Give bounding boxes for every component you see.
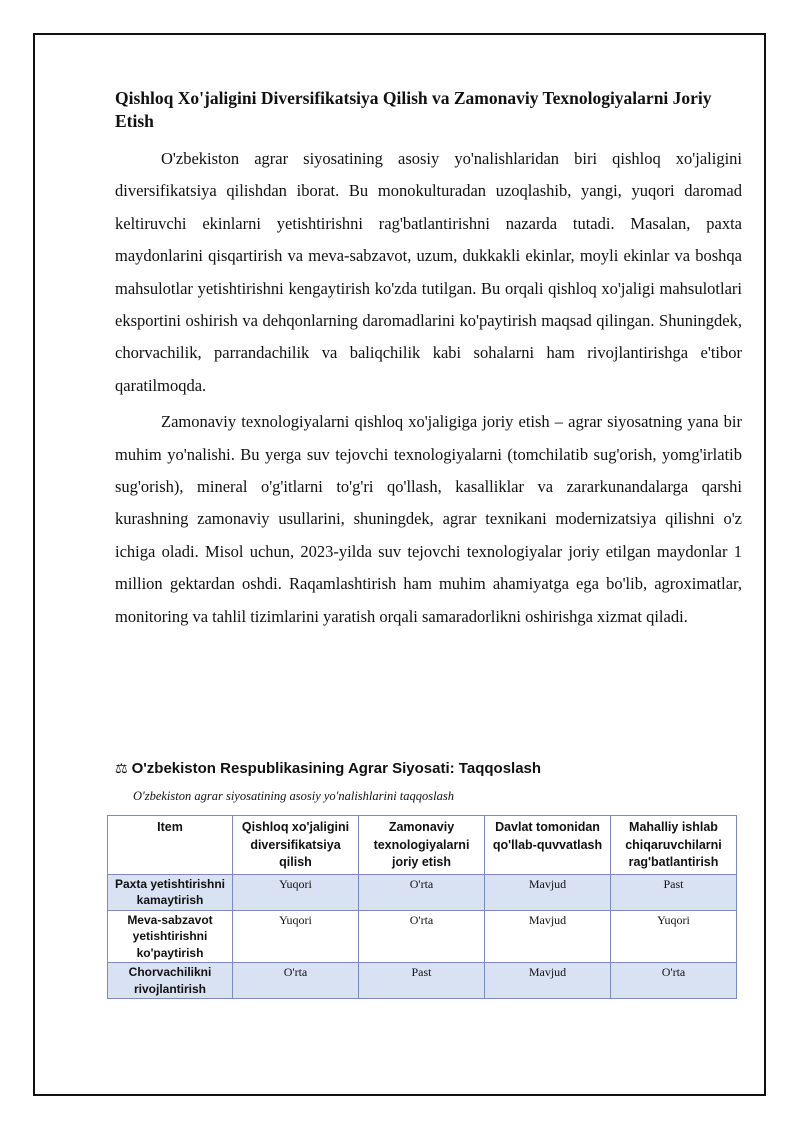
comparison-table xyxy=(107,815,737,999)
table-title xyxy=(115,760,541,777)
table-cell: O'rta xyxy=(611,963,737,999)
table-cell: O'rta xyxy=(233,963,359,999)
table-header-row xyxy=(108,816,737,875)
table-cell: O'rta xyxy=(359,874,485,910)
table-row xyxy=(108,874,737,910)
table-cell: Past xyxy=(359,963,485,999)
row-header: Meva-sabzavot yetishtirishni ko'paytirish xyxy=(108,910,233,963)
table-cell: Mavjud xyxy=(485,963,611,999)
table-row xyxy=(108,963,737,999)
table-cell: Yuqori xyxy=(611,910,737,963)
table-caption: O'zbekiston agrar siyosatining asosiy yo'nalishlarini taqqoslash xyxy=(133,789,454,803)
scales-icon: ⚖ xyxy=(115,761,128,777)
paragraph-diversification: O'zbekiston agrar siyosatining asosiy yo'nalishlaridan biri qishloq xo'jaligini diversifikatsiya qilishdan iborat. Bu monokulturadan uzoqlashib, yangi, yuqori daromad keltiruvchi ekinlarni yetishtirishni rag'batlantirishni nazarda tutadi. Masalan, paxta maydonlarini qisqartirish va meva-sabzavot, uzum, dukkakli ekinlar, moyli ekinlar va boshqa mahsulotlar yetishtirishni kengaytirish ko'zda tutilgan. Bu orqali qishloq xo'jaligi mahsulotlari eksportini oshirish va dehqonlarning daromadlarini ko'paytirish maqsad qilingan. Shuningdek, chorvachilik, parrandachilik va baliqchilik kabi sohalarni ham rivojlantirishga e'tibor qaratilmoqda. xyxy=(115,149,742,395)
row-header: Chorvachilikni rivojlantirish xyxy=(108,963,233,999)
table-cell: Past xyxy=(611,874,737,910)
column-header: Davlat tomonidan qo'llab-quvvatlash xyxy=(485,816,611,875)
table-cell: Mavjud xyxy=(485,874,611,910)
paragraph-technologies: Zamonaviy texnologiyalarni qishloq xo'jaligiga joriy etish – agrar siyosatning yana bir muhim yo'nalishi. Bu yerga suv tejovchi texnologiyalarni (tomchilatib sug'orish, yomg'irlatib sug'orish), mineral o'g'itlarni to'g'ri qo'llash, kasalliklar va zararkunandalarga qarshi kurashning zamonaviy usullarini, shuningdek, agrar texnikani modernizatsiya qilishni o'z ichiga oladi. Misol uchun, 2023-yilda suv tejovchi texnologiyalar joriy etilgan maydonlar 1 million gektardan oshdi. Raqamlashtirish ham muhim ahamiyatga ega bo'lib, agroximatlar, monitoring va tahlil tizimlarini yaratish orqali samaradorlikni oshirishga xizmat qiladi. xyxy=(115,412,742,626)
column-header: Qishloq xo'jaligini diversifikatsiya qilish xyxy=(233,816,359,875)
table-cell: Mavjud xyxy=(485,910,611,963)
column-header: Zamonaviy texnologiyalarni joriy etish xyxy=(359,816,485,875)
row-header: Paxta yetishtirishni kamaytirish xyxy=(108,874,233,910)
column-header: Item xyxy=(108,816,233,875)
document-body xyxy=(115,87,742,637)
table-cell: Yuqori xyxy=(233,874,359,910)
section-heading: Qishloq Xo'jaligini Diversifikatsiya Qilish va Zamonaviy Texnologiyalarni Joriy Etish xyxy=(115,88,712,131)
column-header: Mahalliy ishlab chiqaruvchilarni rag'batlantirish xyxy=(611,816,737,875)
table-row xyxy=(108,910,737,963)
table-title-text: O'zbekiston Respublikasining Agrar Siyosati: Taqqoslash xyxy=(131,760,542,777)
table-cell: O'rta xyxy=(359,910,485,963)
table-cell: Yuqori xyxy=(233,910,359,963)
